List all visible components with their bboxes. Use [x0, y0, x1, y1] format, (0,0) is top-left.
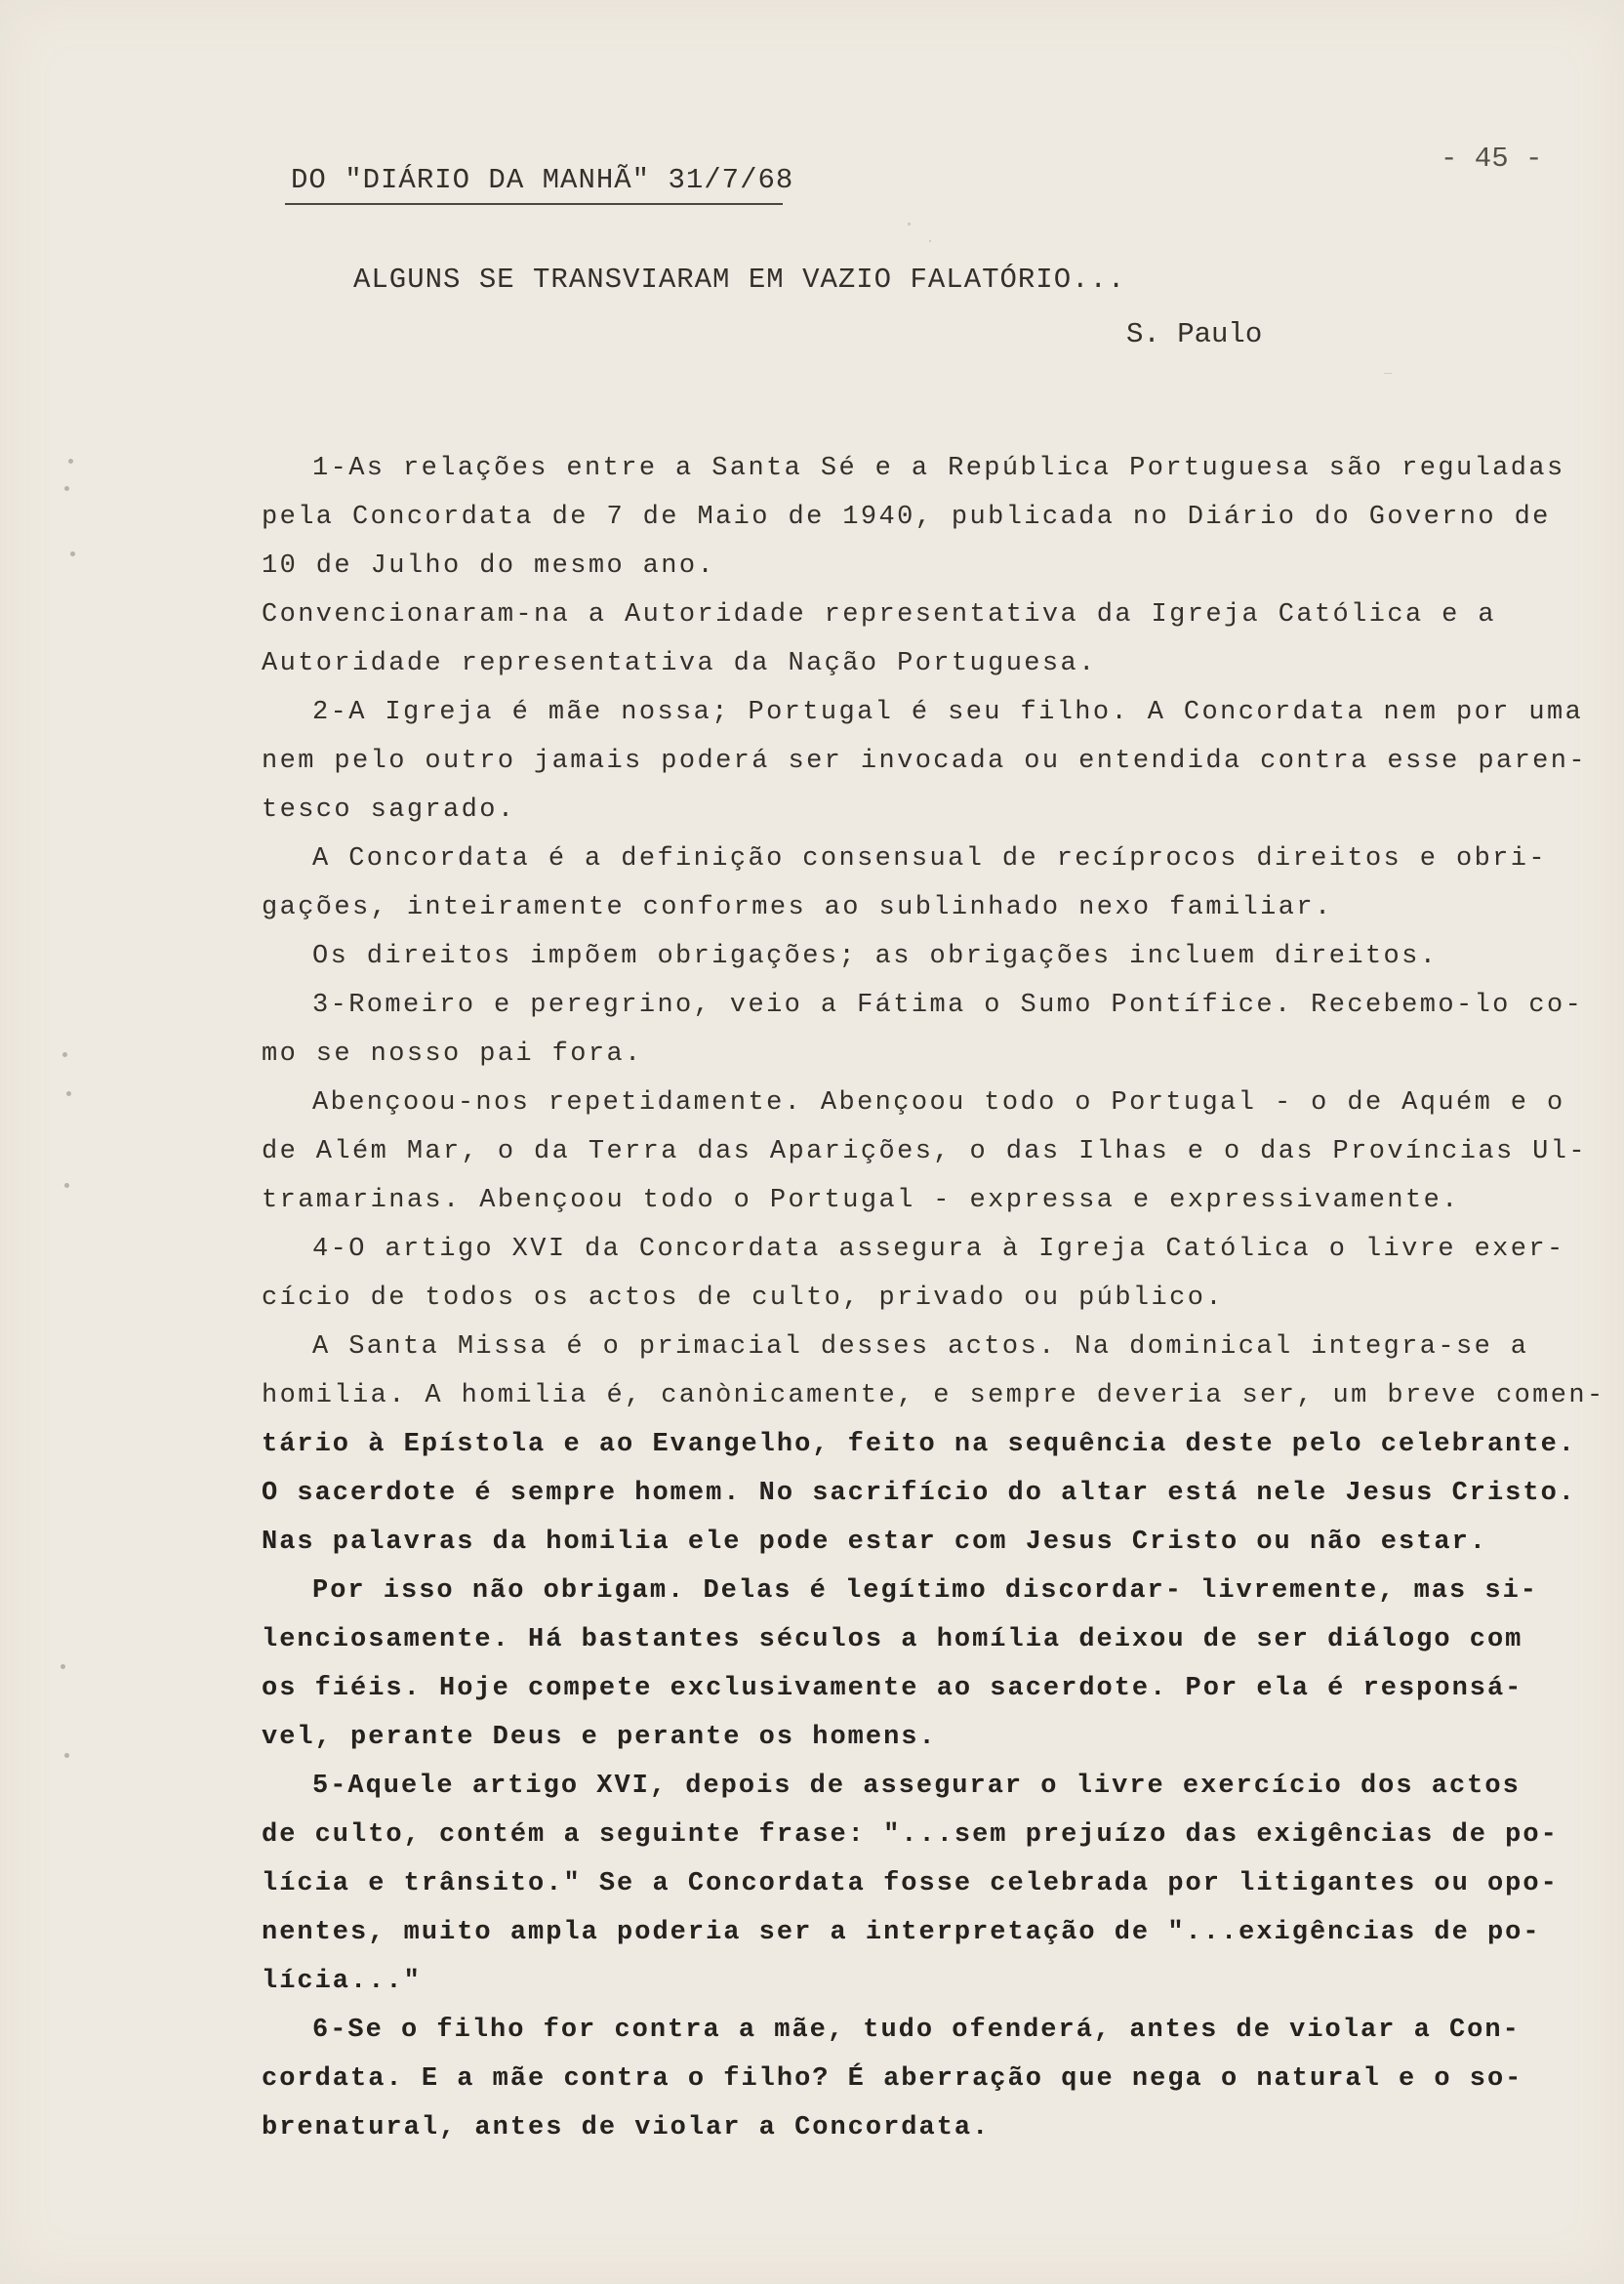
- body-line: tário à Epístola e ao Evangelho, feito na sequência deste pelo celebrante.: [262, 1430, 1576, 1459]
- body-line: pela Concordata de 7 de Maio de 1940, publicada no Diário do Governo de: [262, 503, 1551, 532]
- body-line: tramarinas. Abençoou todo o Portugal - expressa e expressivamente.: [262, 1186, 1460, 1215]
- paper-speck: [908, 223, 911, 225]
- body-line: vel, perante Deus e perante os homens.: [262, 1723, 937, 1752]
- body-line: 2-A Igreja é mãe nossa; Portugal é seu filho. A Concordata nem por uma: [312, 698, 1584, 727]
- body-line: Nas palavras da homilia ele pode estar com Jesus Cristo ou não estar.: [262, 1528, 1487, 1557]
- body-line: Abençoou-nos repetidamente. Abençoou todo o Portugal - o de Aquém e o: [312, 1088, 1565, 1118]
- article-heading: ALGUNS SE TRANSVIARAM EM VAZIO FALATÓRIO...: [353, 264, 1126, 296]
- punch-mark: [62, 1052, 67, 1057]
- body-line: nentes, muito ampla poderia ser a interpretação de "...exigências de po-: [262, 1918, 1541, 1947]
- paper-speck: [929, 240, 931, 242]
- body-line: O sacerdote é sempre homem. No sacrifício do altar está nele Jesus Cristo.: [262, 1479, 1576, 1508]
- punch-mark: [64, 1753, 69, 1758]
- body-line: cordata. E a mãe contra o filho? É aberração que nega o natural e o so-: [262, 2064, 1523, 2094]
- body-line: Por isso não obrigam. Delas é legítimo discordar- livremente, mas si-: [312, 1576, 1538, 1606]
- punch-mark: [61, 1664, 65, 1669]
- punch-mark: [70, 551, 75, 556]
- body-line: mo se nosso pai fora.: [262, 1040, 643, 1069]
- body-line: lícia...": [262, 1967, 422, 1996]
- body-line: tesco sagrado.: [262, 795, 516, 825]
- body-line: cício de todos os actos de culto, privado ou público.: [262, 1284, 1224, 1313]
- source-citation: DO "DIÁRIO DA MANHÃ" 31/7/68: [291, 164, 794, 196]
- punch-mark: [66, 1091, 71, 1096]
- body-line: Convencionaram-na a Autoridade representativa da Igreja Católica e a: [262, 600, 1496, 630]
- body-line: de culto, contém a seguinte frase: "...sem prejuízo das exigências de po-: [262, 1820, 1559, 1850]
- body-line: homilia. A homilia é, canònicamente, e sempre deveria ser, um breve comen-: [262, 1381, 1605, 1410]
- paper-speck: [1384, 373, 1392, 374]
- article-body: [262, 444, 1605, 2152]
- body-line: 10 de Julho do mesmo ano.: [262, 551, 716, 581]
- body-line: 6-Se o filho for contra a mãe, tudo ofenderá, antes de violar a Con-: [312, 2016, 1521, 2045]
- punch-mark: [68, 459, 73, 464]
- body-line: 4-O artigo XVI da Concordata assegura à Igreja Católica o livre exer-: [312, 1235, 1565, 1264]
- body-line: lícia e trânsito." Se a Concordata fosse celebrada por litigantes ou opo-: [262, 1869, 1559, 1898]
- body-line: de Além Mar, o da Terra das Aparições, o das Ilhas e o das Províncias Ul-: [262, 1137, 1587, 1166]
- punch-mark: [64, 486, 69, 491]
- page-number: - 45 -: [1441, 143, 1543, 175]
- body-line: A Concordata é a definição consensual de recíprocos direitos e obri-: [312, 844, 1547, 874]
- body-line: nem pelo outro jamais poderá ser invocada ou entendida contra esse paren-: [262, 747, 1587, 776]
- body-line: 5-Aquele artigo XVI, depois de assegurar o livre exercício dos actos: [312, 1772, 1521, 1801]
- source-underline: [285, 203, 783, 205]
- body-line: Autoridade representativa da Nação Portuguesa.: [262, 649, 1097, 678]
- body-line: os fiéis. Hoje compete exclusivamente ao sacerdote. Por ela é responsá-: [262, 1674, 1523, 1703]
- body-line: A Santa Missa é o primacial desses actos. Na dominical integra-se a: [312, 1332, 1529, 1362]
- body-line: gações, inteiramente conformes ao sublinhado nexo familiar.: [262, 893, 1333, 922]
- body-line: lenciosamente. Há bastantes séculos a homília deixou de ser diálogo com: [262, 1625, 1523, 1654]
- punch-mark: [64, 1183, 69, 1188]
- body-line: 3-Romeiro e peregrino, veio a Fátima o Sumo Pontífice. Recebemo-lo co-: [312, 991, 1584, 1020]
- body-line: brenatural, antes de violar a Concordata.: [262, 2113, 991, 2142]
- article-attribution: S. Paulo: [1126, 318, 1263, 350]
- body-line: 1-As relações entre a Santa Sé e a República Portuguesa são reguladas: [312, 454, 1565, 483]
- body-line: Os direitos impõem obrigações; as obrigações incluem direitos.: [312, 942, 1439, 971]
